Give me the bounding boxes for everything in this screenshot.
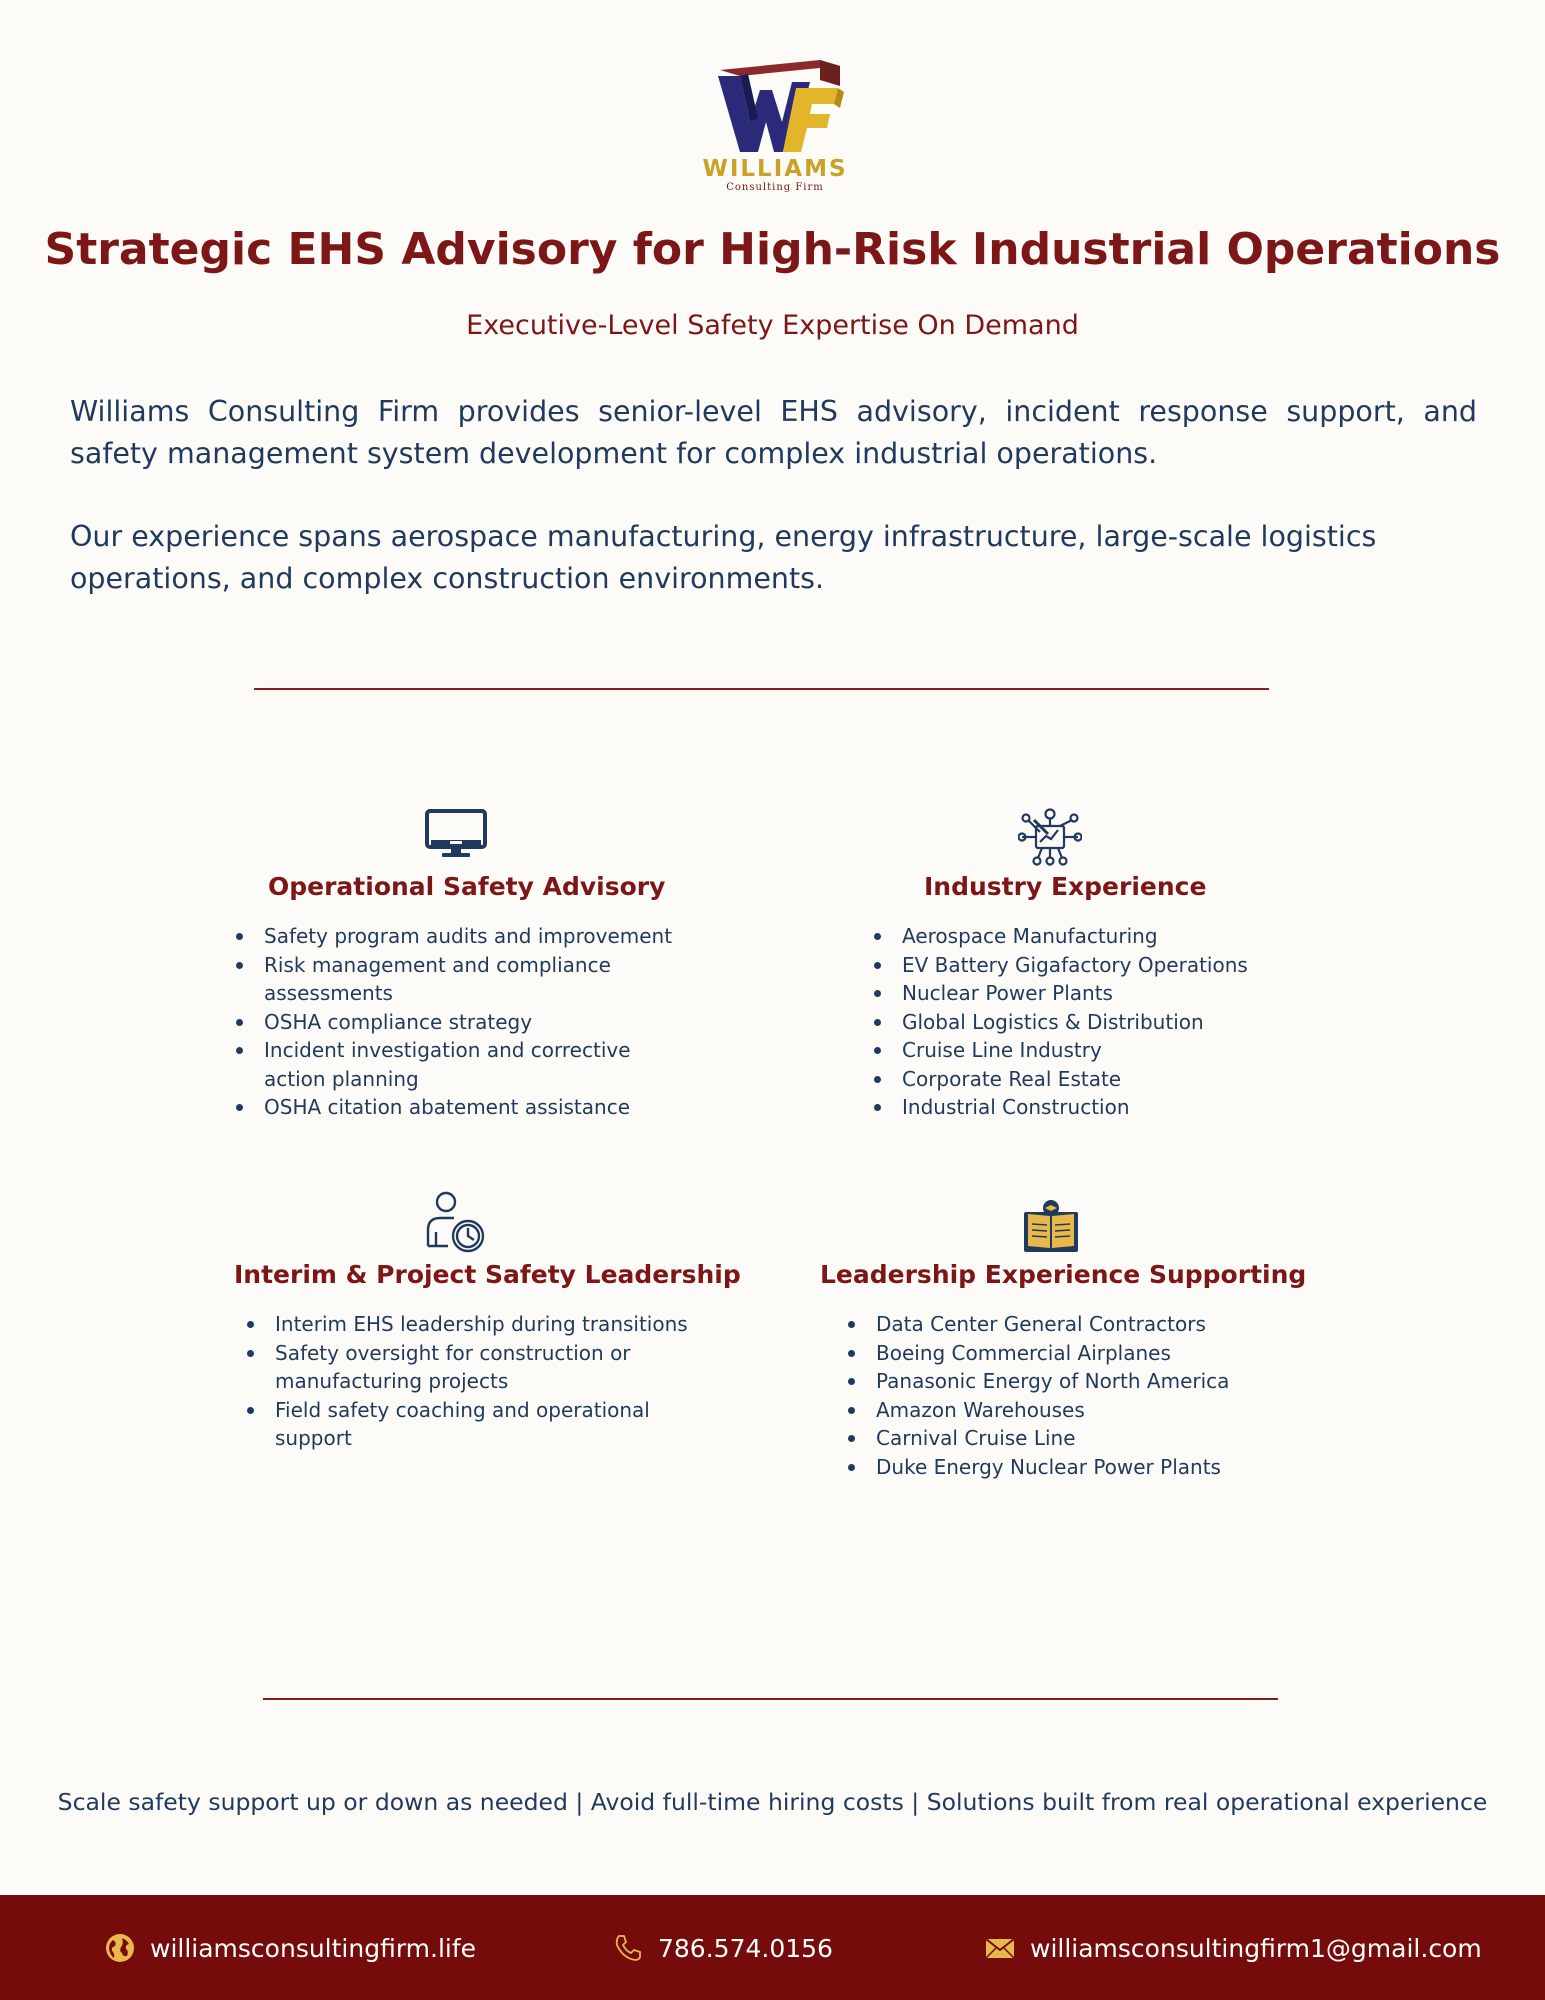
section-heading: Industry Experience (924, 872, 1207, 901)
list-item: OSHA compliance strategy (234, 1008, 674, 1037)
envelope-icon (984, 1932, 1016, 1964)
network-icon (1018, 808, 1082, 866)
email-text: williamsconsultingfirm1@gmail.com (1030, 1933, 1482, 1963)
list-item: Global Logistics & Distribution (872, 1008, 1312, 1037)
list-item: Risk management and compliance assessments (234, 951, 674, 1008)
value-proposition-tagline: Scale safety support up or down as needed | Avoid full-time hiring costs | Solutions built from real operational experience (57, 1788, 1488, 1816)
logo-tagline: Consulting Firm (726, 182, 824, 193)
list-item: Incident investigation and corrective action planning (234, 1036, 674, 1093)
divider-bottom (263, 1698, 1278, 1700)
email-link[interactable] (984, 1931, 1482, 1965)
monitor-icon (424, 808, 488, 858)
company-logo (690, 52, 860, 202)
list-item: OSHA citation abatement assistance (234, 1093, 674, 1122)
list-item: Aerospace Manufacturing (872, 922, 1312, 951)
contact-footer (0, 1895, 1545, 2000)
list-item: Nuclear Power Plants (872, 979, 1312, 1008)
section-heading: Leadership Experience Supporting (820, 1260, 1307, 1289)
intro-paragraph-2: Our experience spans aerospace manufacturing, energy infrastructure, large-scale logistics operations, and complex construction environments. (70, 520, 1377, 595)
list-item: Carnival Cruise Line (846, 1424, 1306, 1453)
website-link[interactable] (104, 1931, 476, 1965)
wf-monogram-icon (700, 52, 850, 152)
section-list (234, 922, 674, 1122)
phone-link[interactable] (612, 1931, 833, 1965)
list-item: Cruise Line Industry (872, 1036, 1312, 1065)
section-heading: Interim & Project Safety Leadership (234, 1260, 741, 1289)
person-clock-icon (424, 1190, 488, 1254)
book-icon (1022, 1200, 1080, 1254)
list-item: Panasonic Energy of North America (846, 1367, 1306, 1396)
section-list (846, 1310, 1306, 1481)
page-title: Strategic EHS Advisory for High-Risk Industrial Operations (44, 224, 1501, 275)
list-item: Safety oversight for construction or manufacturing projects (245, 1339, 705, 1396)
intro-paragraph-1: Williams Consulting Firm provides senior-level EHS advisory, incident response support, and safety management system development for complex industrial operations. (70, 395, 1477, 470)
list-item: Interim EHS leadership during transitions (245, 1310, 705, 1339)
list-item: EV Battery Gigafactory Operations (872, 951, 1312, 980)
phone-text: 786.574.0156 (658, 1933, 833, 1963)
globe-icon (104, 1932, 136, 1964)
list-item: Data Center General Contractors (846, 1310, 1306, 1339)
section-list (872, 922, 1312, 1122)
section-heading: Operational Safety Advisory (268, 872, 666, 901)
section-list (245, 1310, 705, 1453)
list-item: Amazon Warehouses (846, 1396, 1306, 1425)
list-item: Corporate Real Estate (872, 1065, 1312, 1094)
page-subtitle: Executive-Level Safety Expertise On Demand (466, 310, 1079, 341)
list-item: Industrial Construction (872, 1093, 1312, 1122)
list-item: Boeing Commercial Airplanes (846, 1339, 1306, 1368)
divider-top (254, 688, 1269, 690)
website-text: williamsconsultingfirm.life (150, 1933, 477, 1963)
phone-icon (612, 1932, 644, 1964)
list-item: Safety program audits and improvement (234, 922, 674, 951)
list-item: Duke Energy Nuclear Power Plants (846, 1453, 1306, 1482)
list-item: Field safety coaching and operational support (245, 1396, 705, 1453)
logo-wordmark: WILLIAMS (702, 156, 848, 182)
